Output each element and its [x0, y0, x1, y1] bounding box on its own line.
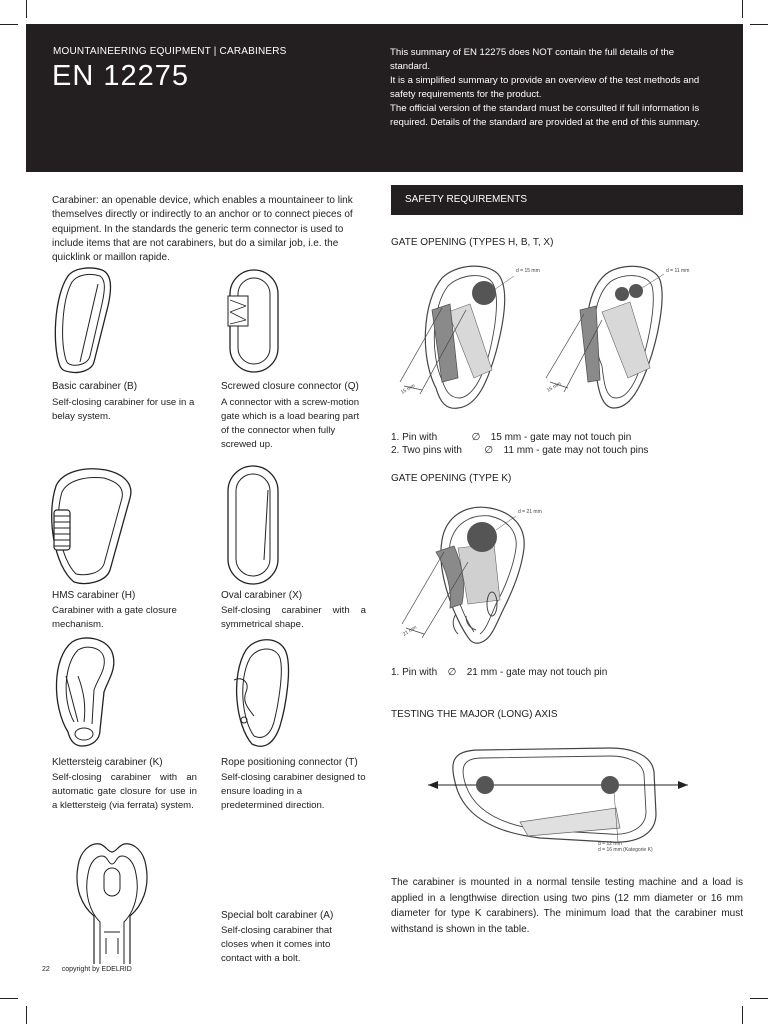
screwed-connector-illustration — [226, 268, 286, 376]
page-number: 22 — [42, 966, 50, 973]
gate-opening-hbtx-heading: GATE OPENING (TYPES H, B, T, X) — [391, 237, 554, 248]
oval-carabiner-illustration — [224, 464, 284, 588]
type-title: Special bolt carabiner (A) — [221, 910, 334, 921]
type-description: Self-closing carabiner with a symmetrical shape. — [221, 605, 366, 630]
pin-requirement-prefix: 1. Pin with — [391, 432, 438, 443]
pin-requirement-line — [391, 445, 648, 456]
safety-requirements-heading: SAFETY REQUIREMENTS — [391, 185, 743, 215]
pin-requirement-prefix: 2. Two pins with — [391, 445, 462, 456]
summary-disclaimer — [390, 46, 710, 129]
pin-diameter-label: d = 16 mm (Kategorie K) — [598, 847, 653, 853]
diameter-icon: ∅ — [447, 667, 457, 678]
page-footer — [42, 966, 132, 973]
pin-diameter-label: d = 12 mm — [598, 841, 622, 847]
header-banner — [26, 24, 743, 172]
gate-opening-hbtx-diagram — [392, 262, 692, 412]
crop-mark — [750, 998, 768, 999]
gate-opening-dimension: 21 mm — [401, 624, 419, 638]
crop-mark — [0, 24, 18, 25]
pin-requirement-text: 21 mm - gate may not touch pin — [466, 667, 608, 678]
page-title: EN 12275 — [52, 60, 189, 92]
crop-mark — [742, 1006, 743, 1024]
type-title: Screwed closure connector (Q) — [221, 381, 359, 392]
type-title: Basic carabiner (B) — [52, 381, 138, 392]
special-bolt-carabiner-illustration — [64, 838, 160, 964]
type-title: Rope positioning connector (T) — [221, 757, 358, 768]
pin-diameter-label: d = 15 mm — [516, 268, 540, 274]
crop-mark — [26, 1006, 27, 1024]
major-axis-heading: TESTING THE MAJOR (LONG) AXIS — [391, 709, 558, 720]
summary-line: It is a simplified summary to provide an overview of the test methods and safety requirements for the product. — [390, 74, 700, 100]
summary-line: This summary of EN 12275 does NOT contain the full details of the standard. — [390, 47, 675, 72]
major-axis-test-diagram — [420, 744, 700, 860]
gate-opening-k-heading: GATE OPENING (TYPE K) — [391, 473, 512, 484]
klettersteig-carabiner-illustration — [48, 636, 120, 748]
pin-diameter-label: d = 11 mm — [666, 268, 690, 274]
pin-requirement-line — [391, 667, 607, 678]
hms-carabiner-illustration — [44, 466, 136, 588]
type-description: Self-closing carabiner with an automatic gate closure for use in a klettersteig (via ferrata) system. — [52, 772, 197, 811]
pin-requirement-text: 11 mm - gate may not touch pins — [503, 445, 649, 456]
pin-diameter-label: d = 21 mm — [518, 509, 542, 515]
diameter-icon: ∅ — [484, 445, 494, 456]
type-title: HMS carabiner (H) — [52, 590, 136, 601]
type-description: Carabiner with a gate closure mechanism. — [52, 605, 177, 630]
type-title: Oval carabiner (X) — [221, 590, 303, 601]
major-axis-description: The carabiner is mounted in a normal tensile testing machine and a load is applied in a lengthwise direction using two pins (12 mm diameter or 16 mm diameter for type K carabiners). The minimum load that the carabiner must withstand is shown in the table. — [391, 877, 743, 935]
gate-opening-k-diagram — [396, 504, 576, 650]
pin-requirement-text: 15 mm - gate may not touch pin — [490, 432, 632, 443]
intro-definition: Carabiner: an openable device, which enables a mountaineer to link themselves directly or indirectly to an anchor or to connect pieces of equipment. In the standards the generic term connector is used to include items that are not carabiners, but do a similar job, i.e. the quicklink or maillon rapide. — [52, 195, 353, 264]
type-description: A connector with a screw-motion gate which is a load bearing part of the connector when fully screwed up. — [221, 397, 360, 450]
section-kicker: MOUNTAINEERING EQUIPMENT | CARABINERS — [53, 46, 287, 57]
type-description: Self-closing carabiner designed to ensure loading in a predetermined direction. — [221, 772, 366, 811]
type-description: Self-closing carabiner that closes when it comes into contact with a bolt. — [221, 925, 332, 964]
rope-positioning-connector-illustration — [224, 636, 294, 752]
copyright-notice: copyright by EDELRID — [61, 966, 132, 973]
crop-mark — [0, 998, 18, 999]
pin-requirement-line — [391, 432, 631, 443]
type-description: Self-closing carabiner for use in a belay system. — [52, 397, 195, 422]
type-title: Klettersteig carabiner (K) — [52, 757, 163, 768]
crop-mark — [742, 0, 743, 18]
gate-opening-dimension: 15 mm — [546, 380, 563, 394]
crop-mark — [750, 24, 768, 25]
crop-mark — [26, 0, 27, 18]
pin-requirement-prefix: 1. Pin with — [391, 667, 438, 678]
summary-line: The official version of the standard must be consulted if full information is required. Details of the standard are provided at the end of this summary. — [390, 102, 701, 128]
basic-carabiner-illustration — [50, 266, 120, 376]
diameter-icon: ∅ — [471, 432, 481, 443]
gate-opening-dimension: 15 mm — [400, 382, 417, 396]
